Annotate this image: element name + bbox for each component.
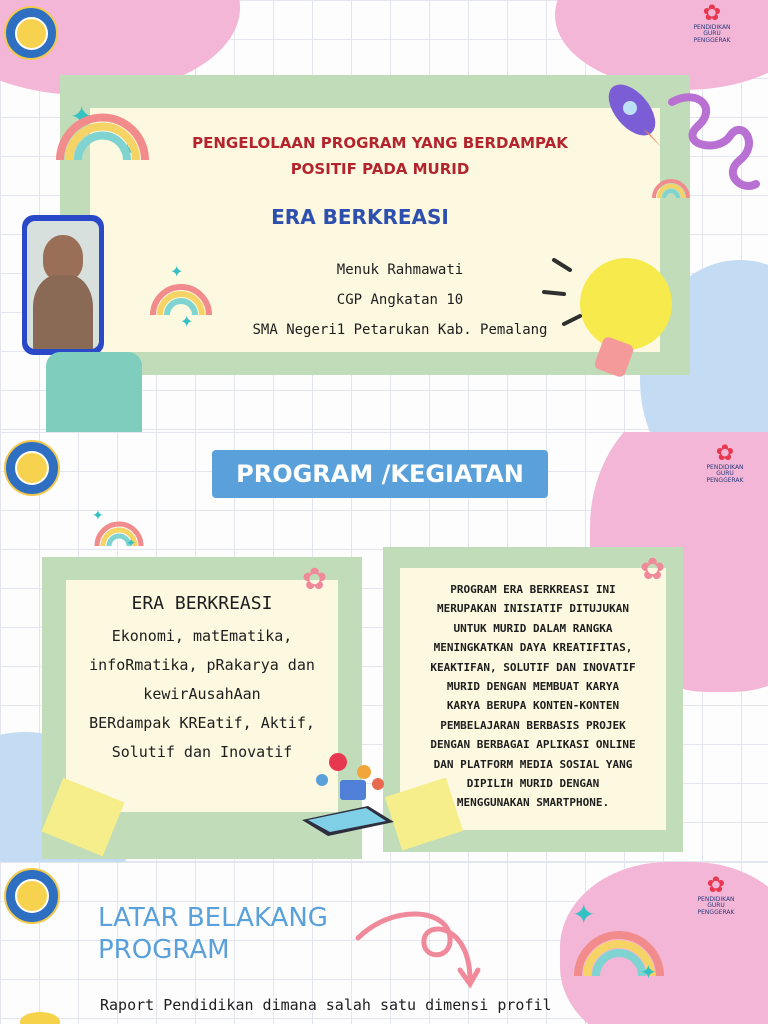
heading-line: LATAR BELAKANG <box>98 903 328 933</box>
spring-icon <box>668 88 760 198</box>
pgp-text: PENGGERAK <box>697 908 735 916</box>
card-line: MENINGKATKAN DAYA KREATIFITAS, <box>433 641 633 655</box>
guru-penggerak-logo <box>690 442 760 484</box>
pgp-text: GURU <box>703 30 721 38</box>
card-line: UNTUK MURID DALAM RANGKA <box>453 621 613 635</box>
author-name: Menuk Rahmawati <box>336 262 464 278</box>
rainbow-icon <box>55 100 150 165</box>
sparkle-icon: ✦ <box>126 536 137 550</box>
rainbow-icon <box>150 275 212 317</box>
pgp-text: PENGGERAK <box>693 36 731 44</box>
slide-program <box>0 432 768 862</box>
section-banner: PROGRAM /KEGIATAN <box>212 450 548 498</box>
sparkle-icon: ✦ <box>92 508 104 524</box>
profile-photo <box>27 221 99 349</box>
pgp-text: PENDIDIKAN <box>693 24 731 32</box>
body-text: Raport Pendidikan dimana salah satu dimensi profil <box>100 996 552 1014</box>
card-line: MURID DENGAN MEMBUAT KARYA <box>446 680 620 694</box>
tut-wuri-logo <box>4 6 58 60</box>
pgp-text: PENDIDIKAN <box>697 896 735 904</box>
pgp-mark-icon: ✿ <box>706 873 726 898</box>
sparkle-icon: ✦ <box>70 100 94 133</box>
yellow-decoration <box>20 1012 60 1024</box>
right-card-text <box>398 580 668 813</box>
flower-icon: ✿ <box>302 562 328 597</box>
sparkle-icon: ✦ <box>170 262 184 281</box>
card-line: kewirAusahAan <box>143 685 261 703</box>
card-line: DENGAN BERBAGAI APLIKASI ONLINE <box>430 738 636 752</box>
card-line: KEAKTIFAN, SOLUTIF DAN INOVATIF <box>430 660 636 674</box>
title-line: PENGELOLAAN PROGRAM YANG BERDAMPAK <box>192 134 568 152</box>
sparkle-icon: ✦ <box>640 960 657 984</box>
flower-icon: ✿ <box>640 552 666 587</box>
sleeve-decoration <box>46 352 142 432</box>
sparkle-icon: ✦ <box>118 140 137 165</box>
card-line: KARYA BERUPA KONTEN-KONTEN <box>446 699 620 713</box>
left-card-lines <box>58 622 346 767</box>
phone-photo <box>22 215 104 355</box>
section-heading <box>98 902 328 966</box>
card-line: infoRmatika, pRakarya dan <box>89 656 315 674</box>
card-line: Solutif dan Inovatif <box>111 743 293 761</box>
left-card-heading: ERA BERKREASI <box>131 593 273 614</box>
cgp-group: CGP Angkatan 10 <box>336 292 464 308</box>
card-line: MENGGUNAKAN SMARTPHONE. <box>456 796 610 810</box>
heading-line: PROGRAM <box>98 935 230 965</box>
pgp-text: PENDIDIKAN <box>706 464 744 472</box>
page-title <box>150 130 610 182</box>
card-line: BERdampak KREatif, Aktif, <box>89 714 315 732</box>
pgp-text: PENGGERAK <box>706 476 744 484</box>
card-line: DIPILIH MURID DENGAN <box>466 777 600 791</box>
sparkle-icon: ✦ <box>180 312 194 331</box>
tut-wuri-logo <box>4 440 60 496</box>
tut-wuri-logo <box>4 868 60 924</box>
card-line: PROGRAM ERA BERKREASI INI <box>450 583 616 596</box>
program-subtitle: ERA BERKREASI <box>271 205 449 229</box>
slide-cover <box>0 0 768 432</box>
card-line: DAN PLATFORM MEDIA SOSIAL YANG <box>433 757 633 771</box>
pgp-text: GURU <box>716 470 734 478</box>
card-line: Ekonomi, matEmatika, <box>111 627 293 645</box>
tablet-social-icon <box>298 750 398 838</box>
card-line: MERUPAKAN INISIATIF DITUJUKAN <box>436 602 630 616</box>
sparkle-icon: ✦ <box>572 898 596 931</box>
lightbulb-icon <box>538 240 688 390</box>
card-line: PEMBELAJARAN BERBASIS PROJEK <box>440 718 626 732</box>
guru-penggerak-logo <box>678 874 754 916</box>
pgp-mark-icon: ✿ <box>702 1 722 26</box>
rocket-icon <box>598 74 670 156</box>
body-icon <box>33 275 93 349</box>
guru-penggerak-logo <box>670 2 754 44</box>
slide-background <box>0 862 768 1024</box>
school-name: SMA Negeri1 Petarukan Kab. Pemalang <box>252 322 548 338</box>
pgp-mark-icon: ✿ <box>715 441 735 466</box>
title-line: POSITIF PADA MURID <box>290 160 470 178</box>
pgp-text: GURU <box>707 902 725 910</box>
curly-arrow-icon <box>352 898 492 993</box>
